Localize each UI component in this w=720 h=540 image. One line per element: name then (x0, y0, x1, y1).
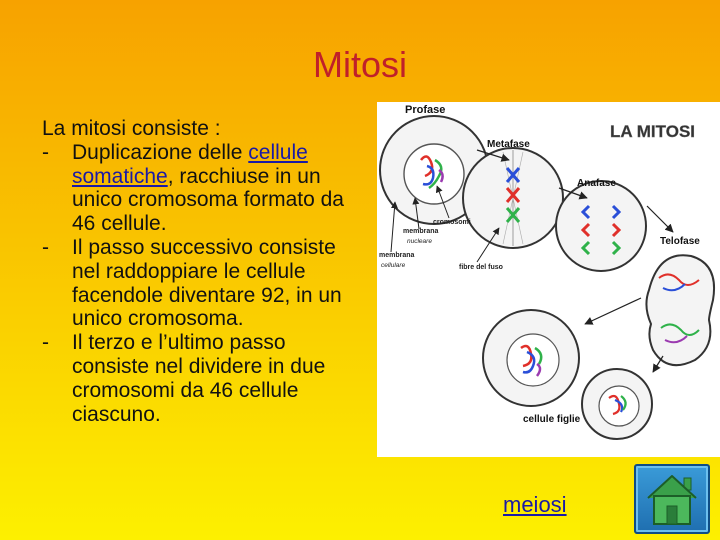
label-metafase: Metafase (487, 139, 530, 150)
bullet-item (42, 236, 362, 331)
label-fibre-del-fuso: fibre del fuso (459, 264, 503, 271)
bullet-marker: - (42, 235, 49, 259)
label-membrana-cellulare-1: membrana (379, 252, 415, 259)
label-telofase: Telofase (660, 236, 700, 247)
bullet-text-after: , racchiuse in un unico cromosoma formato da 46 cellule. (72, 164, 344, 236)
home-icon (636, 466, 708, 532)
mitosis-diagram-svg (377, 102, 720, 457)
telofase-cell (646, 255, 714, 365)
bullet-marker: - (42, 140, 49, 164)
bullet-list (42, 141, 362, 427)
body-text (42, 117, 362, 426)
slide-title: Mitosi (312, 44, 407, 85)
bullet-text: Il terzo e l’ultimo passo consiste nel dividere in due cromosomi da 46 cellule ciascuno. (72, 331, 326, 426)
bullet-text-before: Duplicazione delle (72, 140, 249, 164)
daughter-cell-2 (582, 369, 652, 439)
meiosi-link[interactable]: meiosi (503, 492, 567, 517)
bullet-item (42, 141, 362, 236)
label-membrana-cellulare-2: cellulare (381, 262, 406, 269)
mitosis-diagram (377, 102, 720, 457)
label-membrana-nucleare-2: nucleare (407, 238, 432, 245)
label-cellule-figlie: cellule figlie (523, 414, 581, 425)
bullet-item (42, 331, 362, 426)
anafase-cell (556, 181, 646, 271)
figure-heading: LA MITOSI (610, 122, 695, 141)
bullet-text: Il passo successivo consiste nel raddoppiare le cellule facendole diventare 92, in un unico cromosoma. (72, 235, 342, 331)
label-cromosomi: cromosomi (433, 219, 471, 226)
cellule-somatiche-link[interactable]: cellule somatiche (72, 140, 308, 188)
intro-text: La mitosi consiste : (42, 117, 221, 140)
daughter-cell-1 (483, 310, 579, 406)
metafase-cell (463, 148, 563, 248)
bullet-marker: - (42, 331, 49, 355)
home-button[interactable] (634, 464, 710, 534)
label-anafase: Anafase (577, 178, 616, 189)
label-membrana-nucleare-1: membrana (403, 228, 439, 235)
label-profase: Profase (405, 104, 446, 116)
